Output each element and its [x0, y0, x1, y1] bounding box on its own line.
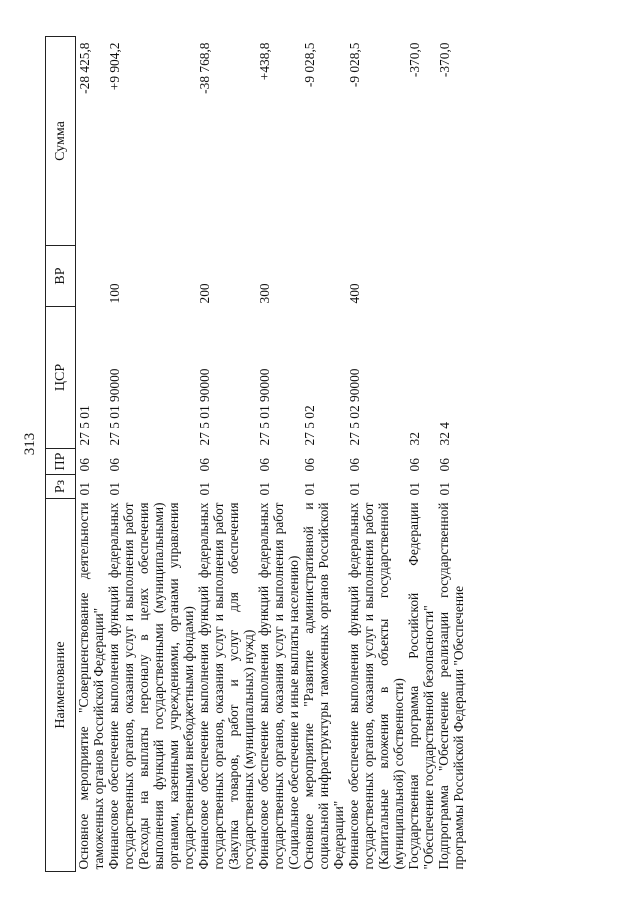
header-name: Наименование	[46, 499, 76, 872]
rotated-page-content	[45, 37, 595, 872]
budget-table	[45, 36, 466, 872]
row-rz: 01	[347, 482, 362, 496]
row-sum: -370,0	[437, 42, 452, 78]
row-pr: 06	[437, 458, 452, 472]
table-header-row	[46, 37, 76, 872]
row-vr	[436, 246, 466, 307]
row-vr: 400	[347, 283, 362, 304]
row-rz: 01	[437, 482, 452, 496]
table-row	[436, 37, 466, 872]
row-csr: 27 5 01	[76, 307, 107, 449]
header-vr: ВР	[46, 246, 76, 307]
row-rz: 01	[257, 482, 272, 496]
header-csr: ЦСР	[46, 307, 76, 449]
row-pr: 06	[76, 449, 107, 475]
row-pr: 06	[257, 458, 272, 472]
row-pr: 06	[107, 458, 122, 472]
row-vr: 300	[257, 283, 272, 304]
row-name: Государственная программа Российской Федерации "Обеспечение государственной безопасности"	[406, 502, 436, 870]
row-sum: +438,8	[257, 42, 272, 81]
row-sum: -370,0	[407, 42, 422, 78]
row-sum: -9 028,5	[302, 42, 317, 88]
row-vr	[301, 246, 346, 307]
row-pr: 06	[347, 458, 362, 472]
row-name: Финансовое обеспечение выполнения функций федеральных государственных органов, оказания услуг и выполнения работ (Социальное обеспечение и иные выплаты населению)	[256, 502, 301, 870]
table-row	[106, 37, 196, 872]
row-csr: 27 5 02 90000	[347, 368, 362, 446]
row-csr: 32	[407, 432, 422, 446]
table-row	[196, 37, 256, 872]
row-pr: 06	[197, 458, 212, 472]
table-row	[301, 37, 346, 872]
row-name: Подпрограмма "Обеспечение реализации государственной программы Российской Федерации "Обеспечение	[436, 502, 466, 870]
table-row	[256, 37, 301, 872]
row-vr: 100	[107, 283, 122, 304]
header-sum: Сумма	[46, 37, 76, 246]
header-pr: ПР	[46, 449, 76, 475]
row-name: Финансовое обеспечение выполнения функций федеральных государственных органов, оказания услуг и выполнения работ (Закупка товаров, работ и услуг для обеспечения государственных (муниципальных) нужд)	[196, 502, 256, 870]
row-csr: 27 5 01 90000	[197, 368, 212, 446]
row-name: Основное мероприятие "Совершенствование деятельности таможенных органов Российской Федерации"	[76, 499, 107, 872]
row-rz: 01	[197, 482, 212, 496]
row-sum: -28 425,8	[76, 37, 107, 246]
row-csr: 27 5 01 90000	[107, 368, 122, 446]
row-rz: 01	[107, 482, 122, 496]
table-row	[346, 37, 406, 872]
page-number: 313	[22, 432, 38, 456]
row-csr: 27 5 01 90000	[257, 368, 272, 446]
row-name: Финансовое обеспечение выполнения функций федеральных государственных органов, оказания услуг и выполнения работ (Расходы на выплаты персоналу в целях обеспечения выполнения функций государственными (муниципальными) органами, казенными учреждениями, органами управления государственными внебюджетными фондами)	[106, 502, 196, 870]
row-csr: 27 5 02	[302, 405, 317, 446]
row-name: Финансовое обеспечение выполнения функций федеральных государственных органов, оказания услуг и выполнения работ (Капитальные вложения в объекты государственной (муниципальной) собственности)	[346, 502, 406, 870]
table-row	[76, 37, 107, 872]
header-rz: Рз	[46, 475, 76, 499]
row-csr: 32 4	[437, 422, 452, 446]
row-rz: 01	[76, 475, 107, 499]
row-name: Основное мероприятие "Развитие административной и социальной инфраструктуры таможенных органов Российской Федерации"	[301, 502, 346, 870]
row-rz: 01	[407, 482, 422, 496]
row-pr: 06	[302, 458, 317, 472]
table-row	[406, 37, 436, 872]
row-vr	[406, 246, 436, 307]
row-vr: 200	[197, 283, 212, 304]
row-sum: -9 028,5	[347, 42, 362, 88]
row-sum: +9 904,2	[107, 42, 122, 91]
row-sum: -38 768,8	[197, 42, 212, 94]
row-vr	[76, 246, 107, 307]
row-rz: 01	[302, 482, 317, 496]
row-pr: 06	[407, 458, 422, 472]
